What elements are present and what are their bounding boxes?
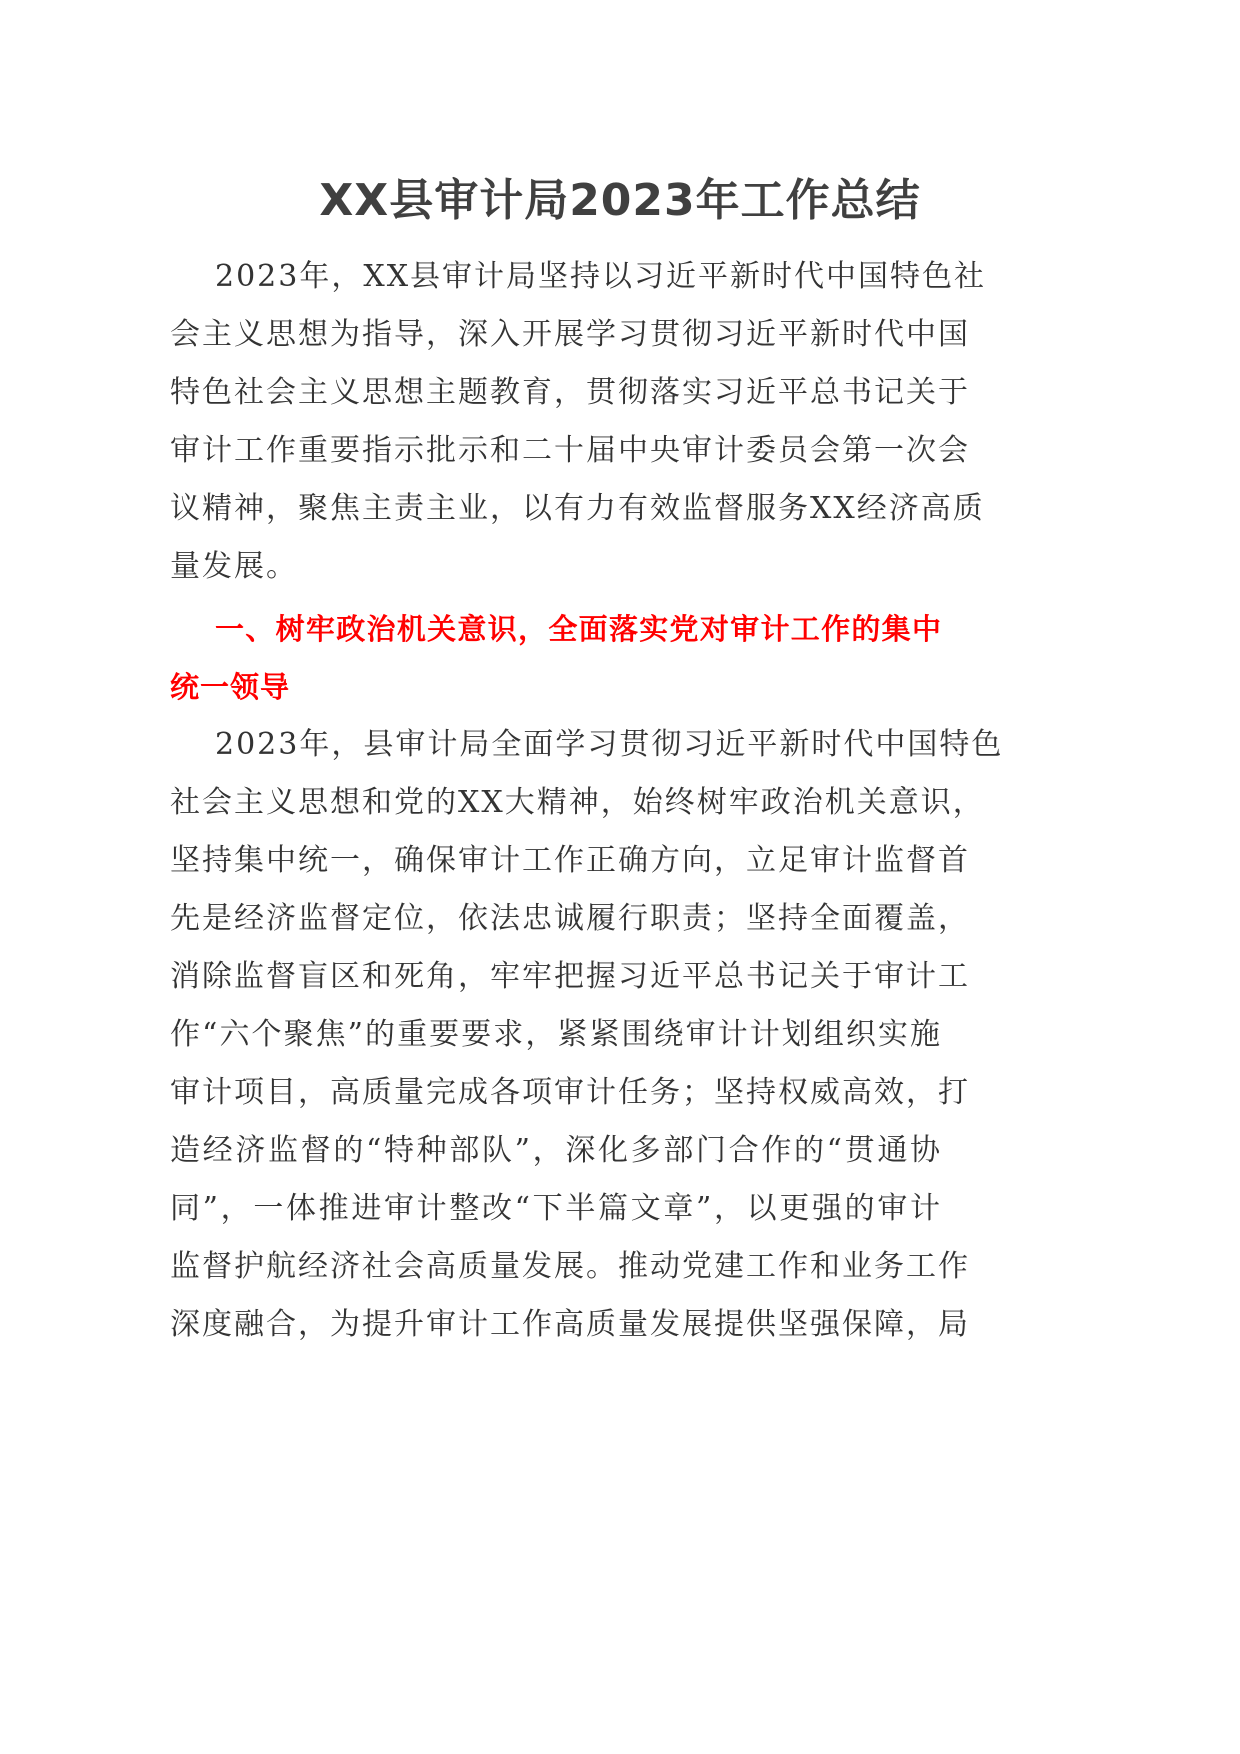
paragraph-line: 先是经济监督定位，依法忠诚履行职责；坚持全面覆盖，: [170, 901, 970, 936]
heading-line: 统一领导: [170, 670, 291, 704]
paragraph-line: 社会主义思想和党的XX大精神，始终树牢政治机关意识，: [170, 785, 985, 820]
paragraph-line: 议精神，聚焦主责主业，以有力有效监督服务XX经济高质: [170, 491, 985, 526]
section-1-paragraph: [170, 716, 1004, 1354]
paragraph-line: 2023年，XX县审计局坚持以习近平新时代中国特色社: [215, 259, 987, 294]
paragraph-line: 深度融合，为提升审计工作高质量发展提供坚强保障，局: [170, 1307, 970, 1342]
paragraph-line: 作“六个聚焦”的重要要求，紧紧围绕审计计划组织实施: [170, 1017, 942, 1052]
document-title: XX县审计局2023年工作总结: [319, 175, 921, 226]
section-heading-1: [170, 600, 942, 716]
paragraph-line: 审计工作重要指示批示和二十届中央审计委员会第一次会: [170, 433, 970, 468]
paragraph-line: 2023年，县审计局全面学习贯彻习近平新时代中国特色: [215, 727, 1004, 762]
paragraph-line: 监督护航经济社会高质量发展。推动党建工作和业务工作: [170, 1249, 970, 1284]
paragraph-line: 造经济监督的“特种部队”，深化多部门合作的“贯通协: [170, 1133, 942, 1168]
paragraph-line: 坚持集中统一，确保审计工作正确方向，立足审计监督首: [170, 843, 970, 878]
paragraph-line: 同”，一体推进审计整改“下半篇文章”，以更强的审计: [170, 1191, 942, 1226]
paragraph-line: 量发展。: [170, 549, 298, 584]
paragraph-line: 会主义思想为指导，深入开展学习贯彻习近平新时代中国: [170, 317, 970, 352]
heading-line: 一、树牢政治机关意识，全面落实党对审计工作的集中: [215, 612, 942, 646]
paragraph-line: 消除监督盲区和死角，牢牢把握习近平总书记关于审计工: [170, 959, 970, 994]
intro-paragraph: [170, 248, 987, 596]
paragraph-line: 特色社会主义思想主题教育，贯彻落实习近平总书记关于: [170, 375, 970, 410]
paragraph-line: 审计项目，高质量完成各项审计任务；坚持权威高效，打: [170, 1075, 970, 1110]
